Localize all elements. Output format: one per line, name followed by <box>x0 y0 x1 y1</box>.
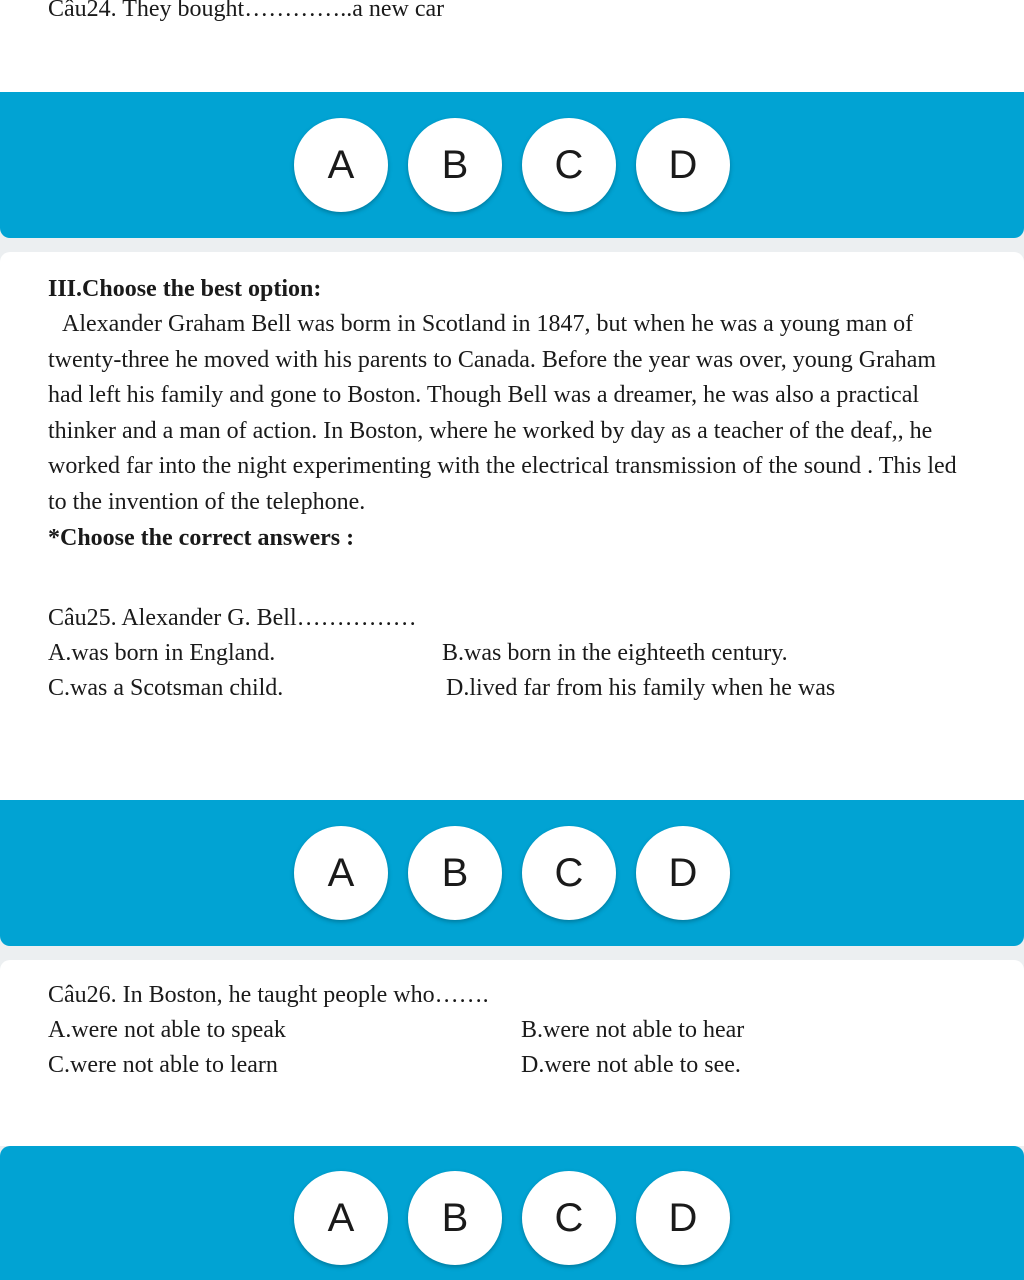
option-b-button[interactable]: B <box>408 1171 502 1265</box>
question-24-card <box>0 0 1024 92</box>
q25-option-c: C.was a Scotsman child. <box>48 675 284 701</box>
q26-option-c: C.were not able to learn <box>48 1052 278 1078</box>
q25-option-d: D.lived far from his family when he was <box>446 675 836 701</box>
option-d-button[interactable]: D <box>636 118 730 212</box>
section-subheading: *Choose the correct answers : <box>48 525 355 551</box>
question-25-text: Câu25. Alexander G. Bell…………… <box>48 605 417 631</box>
option-a-button[interactable]: A <box>294 118 388 212</box>
question-26-card <box>0 960 1024 1146</box>
q26-option-d: D.were not able to see. <box>521 1052 741 1078</box>
question-26-text: Câu26. In Boston, he taught people who……. <box>48 982 489 1008</box>
option-d-button[interactable]: D <box>636 826 730 920</box>
reading-passage: Alexander Graham Bell was borm in Scotland in 1847, but when he was a young man of twenty-three he moved with his parents to Canada. Before the year was over, young Graham had left his family and gone to Boston. Though Bell was a dreamer, he was also a practical thinker and a man of action. In Boston, where he worked by day as a teacher of the deaf,, he worked far into the night experimenting with the electrical transmission of the sound . This led to the invention of the telephone. <box>48 311 957 515</box>
option-a-button[interactable]: A <box>294 826 388 920</box>
reading-section-card <box>0 252 1024 800</box>
option-c-button[interactable]: C <box>522 118 616 212</box>
option-a-button[interactable]: A <box>294 1171 388 1265</box>
option-b-button[interactable]: B <box>408 118 502 212</box>
option-c-button[interactable]: C <box>522 826 616 920</box>
question-24-text: Câu24. They bought…………..a new car <box>48 0 445 22</box>
answer-bar-24 <box>0 92 1024 238</box>
q25-option-a: A.was born in England. <box>48 640 276 666</box>
question-25-options <box>48 636 976 706</box>
option-c-button[interactable]: C <box>522 1171 616 1265</box>
option-b-button[interactable]: B <box>408 826 502 920</box>
q25-option-b: B.was born in the eighteeth century. <box>442 640 788 666</box>
q26-option-b: B.were not able to hear <box>521 1017 745 1043</box>
option-d-button[interactable]: D <box>636 1171 730 1265</box>
question-26-options <box>48 1013 976 1083</box>
section-heading: III.Choose the best option: <box>48 276 322 302</box>
answer-bar-26 <box>0 1146 1024 1280</box>
answer-bar-25 <box>0 800 1024 946</box>
q26-option-a: A.were not able to speak <box>48 1017 286 1043</box>
